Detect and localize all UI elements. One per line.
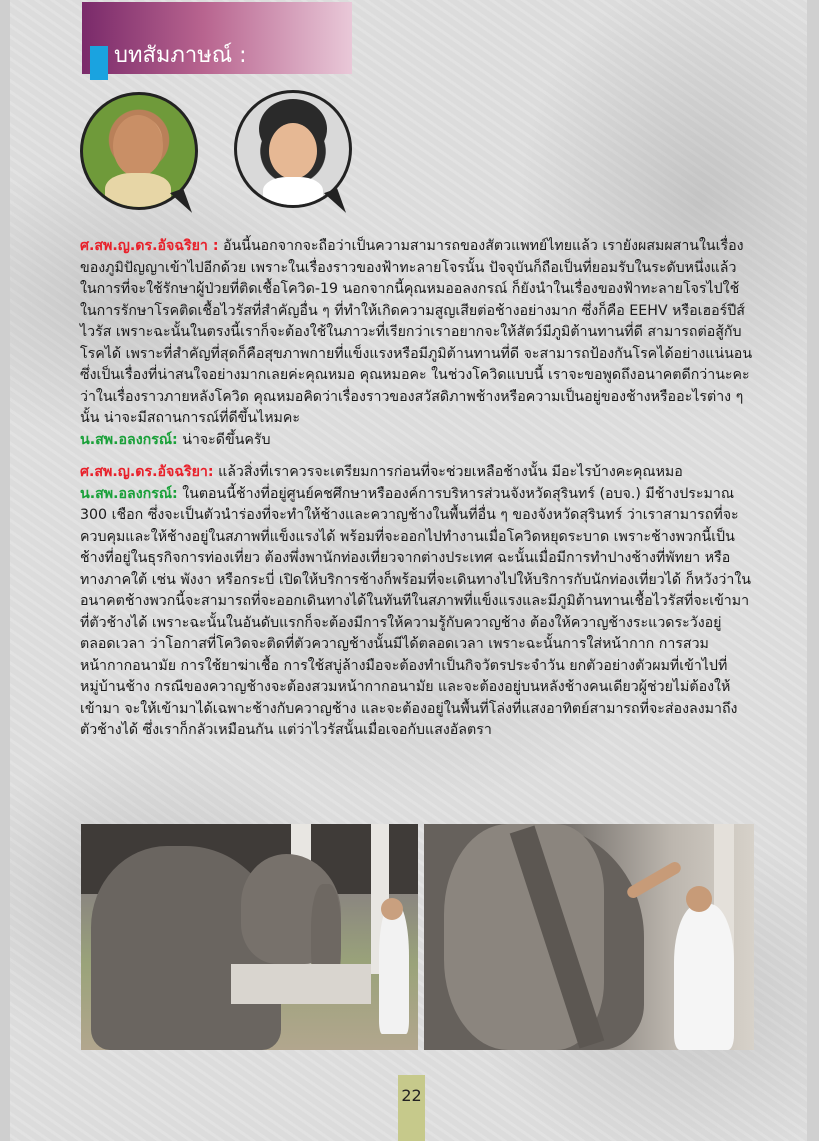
dialogue-paragraph <box>80 236 752 430</box>
dialogue-text: ในตอนนี้ช้างที่อยู่ศูนย์คชศึกษาหรือองค์การบริหารส่วนจังหวัดสุรินทร์ (อบจ.) มีช้างประมาณ 300 เชือก ซึ่งจะเป็นตัวนำร่องที่จะทำให้ช้างและควาญช้างในพื้นที่อื่น ๆ ของจังหวัดสุรินทร์ ว่าเราสามารถที่จะควบคุมและให้ช้างอยู่ในสภาพที่แข็งแรงได้ พร้อมที่จะออกไปทำงานเมื่อโควิดหยุดระบาด เพราะช้างพวกนี้เป็นช้างที่อยู่ในธุรกิจการท่องเที่ยว ต้องพึ่งพานักท่องเที่ยวจากต่างประเทศ ฉะนั้นเมื่อมีการทำปางช้างที่พัทยา หรือทางภาคใต้ เช่น พังงา หรือกระบี่ เปิดให้บริการช้างก็พร้อมที่จะเดินทางไปให้บริการกับนักท่องเที่ยวได้ ก็หวังว่าในอนาคตช้างพวกนี้จะสามารถที่จะออกเดินทางได้ในทันทีในสภาพที่แข็งแรงและมีภูมิต้านทานเชื้อไวรัสที่จะเข้ามาที่ตัวช้างได้ เพราะฉะนั้นในอันดับแรกก็จะต้องมีการให้ความรู้กับควาญช้าง ต้องให้ควาญช้างระแวดระวังอยู่ตลอดเวลา ว่าโอกาสที่โควิดจะติดที่ตัวควาญช้างนั้นมีได้ตลอดเวลา เพราะฉะนั้นการใส่หน้ากาก การสวมหน้ากากอนามัย การใช้ยาฆ่าเชื้อ การใช้สบู่ล้างมือจะต้องทำเป็นกิจวัตรประจำวัน ยกตัวอย่างตัวผมที่เข้าไปที่หมู่บ้านช้าง กรณีของควาญช้างจะต้องสวมหน้ากากอนามัย และจะต้องอยู่บนหลังช้างคนเดียวผู้ช่วยไม่ต้องให้เข้ามา จะให้เข้ามาได้เฉพาะช้างกับควาญช้าง และจะต้องอยู่ในพื้นที่โล่งที่แสงอาทิตย์สามารถที่จะส่องลงมาถึงตัวช้างได้ ซึ่งเราก็กลัวเหมือนกัน แต่ว่าไวรัสนั้นเมื่อเจอกับแสงอัลตรา <box>80 485 751 738</box>
page-number: 22 <box>401 1086 422 1105</box>
interview-text <box>80 236 752 742</box>
dialogue-paragraph <box>80 462 752 484</box>
dialogue-paragraph <box>80 430 752 452</box>
dialogue-paragraph <box>80 484 752 742</box>
left-margin-strip <box>0 0 10 1141</box>
speaker-label: น.สพ.อลงกรณ์: <box>80 431 178 448</box>
dialogue-text: น่าจะดีขึ้นครับ <box>177 431 271 448</box>
section-title: บทสัมภาษณ์ : <box>114 43 247 68</box>
speaker-label: ศ.สพ.ญ.ดร.อัจฉริยา: <box>80 464 214 480</box>
speaker-label: น.สพ.อลงกรณ์: <box>80 485 178 502</box>
header-accent-bar <box>90 46 108 80</box>
photo-vet-examining-elephant <box>424 824 754 1050</box>
right-margin-strip <box>807 0 819 1141</box>
photo-elephant-and-vet <box>81 824 418 1050</box>
dialogue-text: อันนี้นอกจากจะถือว่าเป็นความสามารถของสัตวแพทย์ไทยแล้ว เรายังผสมผสานในเรื่องของภูมิปัญญาเข้าไปอีกด้วย เพราะในเรื่องราวของฟ้าทะลายโจรนั้น ปัจจุบันก็ถือเป็นที่ยอมรับในระดับหนึ่งแล้ว ในการที่จะใช้รักษาผู้ป่วยที่ติดเชื้อโควิด-19 นอกจากนี้คุณหมออลงกรณ์ ก็ยังนำในเรื่องของฟ้าทะลายโจรไปใช้ในการรักษาโรคติดเชื้อไวรัสที่สำคัญอื่น ๆ ที่ทำให้เกิดความสูญเสียต่อช้างอย่างมาก ซึ่งก็คือ EEHV หรือเฮอร์ปีส์ไวรัส เพราะฉะนั้นในตรงนี้เราก็จะต้องใช้ในภาวะที่เรียกว่าเราอยากจะให้สัตว์มีภูมิต้านทานที่ดี สามารถต่อสู้กับโรคได้ เพราะที่สำคัญที่สุดก็คือสุขภาพกายที่แข็งแรงหรือมีภูมิต้านทานที่ดี จะสามารถป้องกันโรคได้อย่างแน่นอน ซึ่งเป็นเรื่องที่น่าสนใจอย่างมากเลยค่ะคุณหมอ คุณหมอคะ ในช่วงโควิดแบบนี้ เราจะขอพูดถึงอนาคตดีกว่านะคะ ว่าในเรื่องราวภายหลังโควิด คุณหมอคิดว่าเรื่องราวของสวัสดิภาพช้างหรือความเป็นอยู่ของช้างหรืออะไรต่าง ๆ นั้น น่าจะมีสถานการณ์ที่ดีขึ้นไหมคะ <box>80 238 753 426</box>
dialogue-text: แล้วสิ่งที่เราควรจะเตรียมการก่อนที่จะช่วยเหลือช้างนั้น มีอะไรบ้างคะคุณหมอ <box>213 464 683 480</box>
page-number-tab <box>398 1075 425 1141</box>
speaker-label: ศ.สพ.ญ.ดร.อัจฉริยา : <box>80 238 219 254</box>
